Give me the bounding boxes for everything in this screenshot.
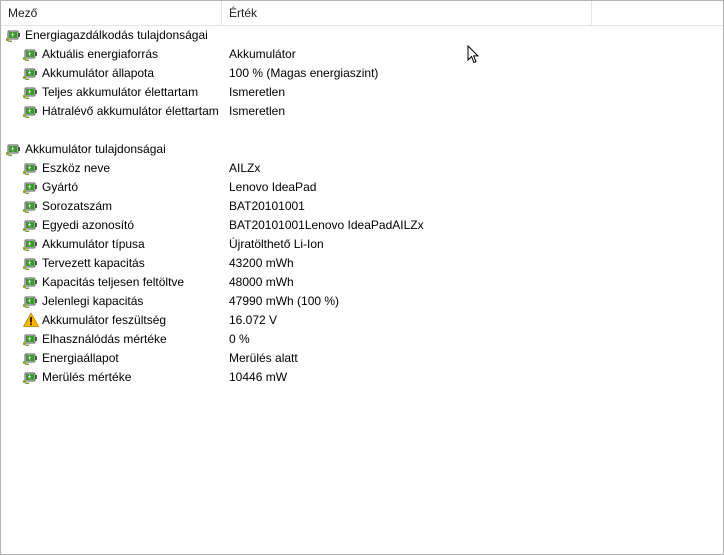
property-value: 16.072 V [229,313,278,327]
battery-plug-icon [23,179,39,195]
property-row[interactable] [1,235,723,254]
property-label: Kapacitás teljesen feltöltve [42,275,185,289]
section-title: Akkumulátor tulajdonságai [25,142,166,156]
column-header-filler [592,1,723,25]
property-row[interactable] [1,368,723,387]
battery-plug-icon [6,27,22,43]
property-value: Ismeretlen [229,104,286,118]
property-label: Sorozatszám [42,199,113,213]
column-header-value[interactable]: Érték [222,1,592,25]
property-value: 0 % [229,332,250,346]
battery-plug-icon [23,331,39,347]
property-row[interactable] [1,197,723,216]
property-row[interactable] [1,311,723,330]
battery-plug-icon [23,65,39,81]
property-value: BAT20101001 [229,199,305,213]
property-row[interactable] [1,178,723,197]
property-row[interactable] [1,254,723,273]
property-row[interactable] [1,273,723,292]
battery-plug-icon [6,141,22,157]
battery-plug-icon [23,46,39,62]
property-label: Eszköz neve [42,161,111,175]
property-label: Akkumulátor típusa [42,237,145,251]
section-header[interactable] [1,26,723,45]
property-label: Merülés mértéke [42,370,132,384]
property-row[interactable] [1,64,723,83]
property-row[interactable] [1,102,723,121]
property-value: Lenovo IdeaPad [229,180,317,194]
property-value: 47990 mWh (100 %) [229,294,340,308]
battery-plug-icon [23,255,39,271]
column-header [1,1,723,26]
property-value: Újratölthető Li-Ion [229,237,324,251]
property-row[interactable] [1,292,723,311]
property-row[interactable] [1,83,723,102]
battery-plug-icon [23,84,39,100]
section-spacer [1,121,723,140]
property-value: Merülés alatt [229,351,298,365]
property-label: Energiaállapot [42,351,119,365]
property-value: Ismeretlen [229,85,286,99]
property-label: Aktuális energiaforrás [42,47,159,61]
battery-plug-icon [23,293,39,309]
property-list [1,26,723,387]
battery-plug-icon [23,103,39,119]
property-row[interactable] [1,349,723,368]
property-label: Tervezett kapacitás [42,256,145,270]
property-label: Gyártó [42,180,79,194]
property-value: 43200 mWh [229,256,294,270]
battery-plug-icon [23,350,39,366]
property-value: 100 % (Magas energiaszint) [229,66,379,80]
property-value: BAT20101001Lenovo IdeaPadAILZx [229,218,424,232]
property-row[interactable] [1,216,723,235]
battery-plug-icon [23,160,39,176]
property-value: 48000 mWh [229,275,294,289]
property-value: 10446 mW [229,370,288,384]
section-header[interactable] [1,140,723,159]
property-row[interactable] [1,159,723,178]
property-label: Egyedi azonosító [42,218,135,232]
property-label: Elhasználódás mértéke [42,332,167,346]
battery-plug-icon [23,369,39,385]
property-row[interactable] [1,330,723,349]
mouse-cursor-icon [467,45,479,64]
battery-plug-icon [23,236,39,252]
battery-plug-icon [23,198,39,214]
property-label: Teljes akkumulátor élettartam [42,85,199,99]
property-label: Akkumulátor feszültség [42,313,167,327]
battery-plug-icon [23,274,39,290]
property-label: Jelenlegi kapacitás [42,294,144,308]
property-value: Akkumulátor [229,47,296,61]
column-header-field[interactable]: Mező [1,1,222,25]
property-value: AILZx [229,161,261,175]
section-title: Energiagazdálkodás tulajdonságai [25,28,208,42]
property-row[interactable] [1,45,723,64]
property-label: Akkumulátor állapota [42,66,155,80]
battery-plug-icon [23,217,39,233]
property-label: Hátralévő akkumulátor élettartam [42,104,219,118]
warning-icon [23,312,39,328]
